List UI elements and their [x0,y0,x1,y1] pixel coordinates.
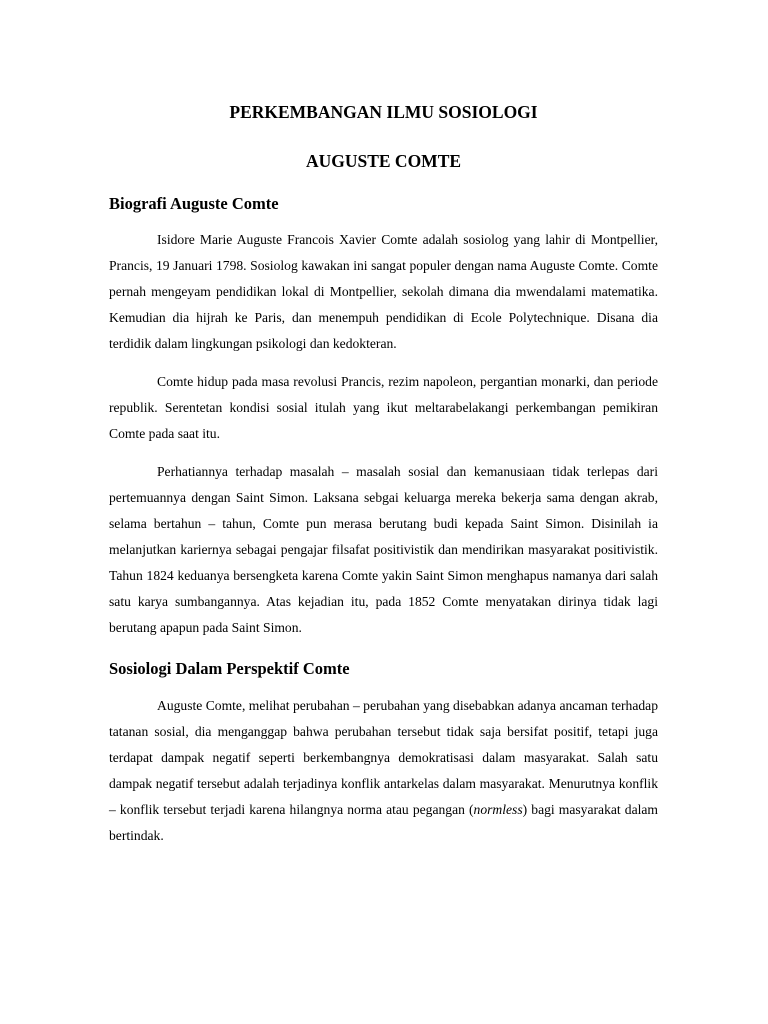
document-title: PERKEMBANGAN ILMU SOSIOLOGI [229,102,538,122]
paragraph-biografi-3: Perhatiannya terhadap masalah – masalah sosial dan kemanusiaan tidak terlepas dari pertemuannya dengan Saint Simon. Laksana sebgai keluarga mereka bekerja sama dengan akrab, selama bertahun – tahun, Comte pun merasa berutang budi kepada Saint Simon. Disinilah ia melanjutkan kariernya sebagai pengajar filsafat positivistik dan mendirikan masyarakat positivistik. Tahun 1824 keduanya bersengketa karena Comte yakin Saint Simon menghapus namanya dari salah satu karya sumbangannya. Atas kejadian itu, pada 1852 Comte menyatakan dirinya tidak lagi berutang apapun pada Saint Simon. [109,464,658,635]
section-heading-biografi: Biografi Auguste Comte [109,194,279,213]
paragraph-text-before: Auguste Comte, melihat perubahan – perubahan yang disebabkan adanya ancaman terhadap tatanan sosial, dia menganggap bahwa perubahan tersebut tidak saja bersifat positif, tetapi juga terdapat dampak negatif seperti berkembangnya demokratisasi dalam masyarakat. Salah satu dampak negatif tersebut adalah terjadinya konflik antarkelas dalam masyarakat. Menurutnya konflik – konflik tersebut terjadi karena hilangnya norma atau pegangan ( [109,698,658,817]
paragraph-text-after: ) bagi masyarakat dalam bertindak. [109,802,658,843]
paragraph-biografi-1: Isidore Marie Auguste Francois Xavier Comte adalah sosiolog yang lahir di Montpellier, Prancis, 19 Januari 1798. Sosiolog kawakan ini sangat populer dengan nama Auguste Comte. Comte pernah mengeyam pendidikan lokal di Montpellier, sekolah dimana dia mwendalami matematika. Kemudian dia hijrah ke Paris, dan menempuh pendidikan di Ecole Polytechnique. Disana dia terdidik dalam lingkungan psikologi dan kedokteran. [109,232,658,351]
paragraph-biografi-2: Comte hidup pada masa revolusi Prancis, rezim napoleon, pergantian monarki, dan periode republik. Serentetan kondisi sosial itulah yang ikut meltarabelakangi perkembangan pemikiran Comte pada saat itu. [109,374,658,441]
section-heading-sosiologi: Sosiologi Dalam Perspektif Comte [109,659,350,678]
document-page [109,100,658,849]
italic-term-normless: normless [473,802,523,817]
paragraph-sosiologi-1 [109,693,658,849]
document-subtitle: AUGUSTE COMTE [305,151,462,171]
